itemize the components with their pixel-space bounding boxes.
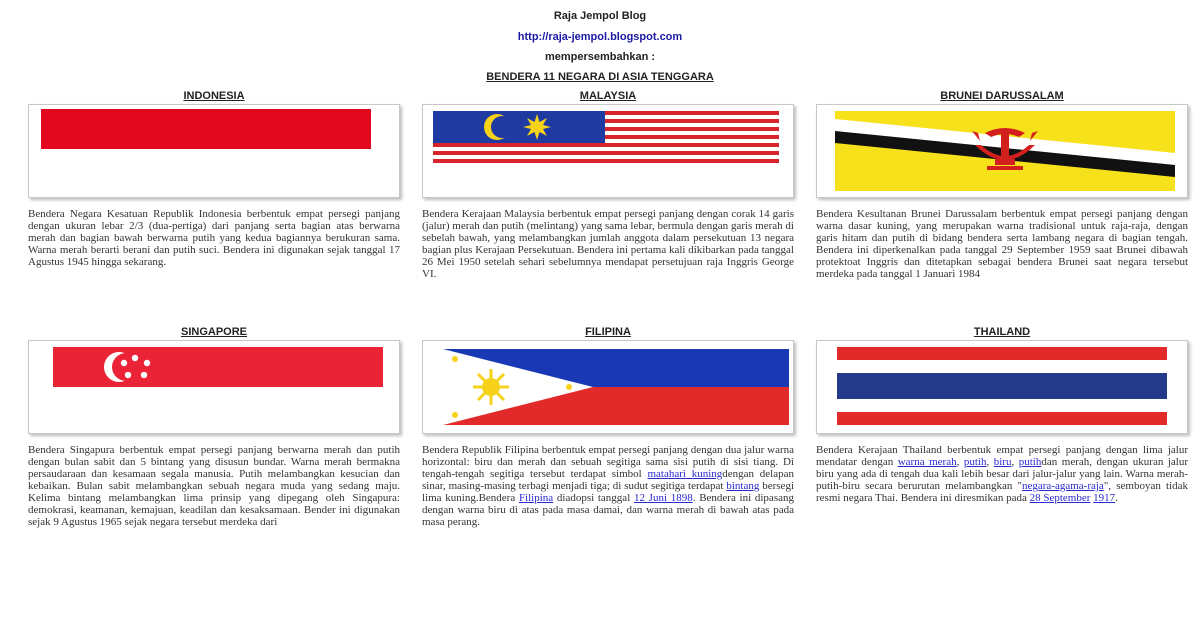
country-card-thailand <box>816 326 1188 504</box>
country-name-indonesia: INDONESIA <box>183 90 245 102</box>
country-description-malaysia: Bendera Kerajaan Malaysia berbentuk empat persegi panjang dengan corak 14 garis (jalur) merah dan putih (melintang) yang sama lebar, bermula dengan garis merah di sebelah bawah, yang melambangkan jumlah anggota dalam persekutuan 13 negara bagian plus Kerajaan Persekutuan. Bendera ini pertama kali dikibarkan pada tanggal 26 Mei 1950 setelah sehari sebelumnya mendapat persetujuan raja Inggris George VI. <box>422 208 794 280</box>
country-description-philippines <box>422 444 794 528</box>
th-text: , <box>1011 456 1019 468</box>
ph-text: . Bendera ini dipasang dengan warna biru di atas pada masa damai, dan warna merah di bawah atas pada masa perang. <box>422 492 794 528</box>
th-link[interactable]: 1917 <box>1093 492 1116 504</box>
ph-link[interactable]: 12 Juni 1898 <box>633 492 693 504</box>
th-text: , <box>956 456 964 468</box>
th-text: ", semboyan tidak resmi negara Thai. Bendera ini diresmikan pada <box>816 480 1188 504</box>
flag-frame-philippines <box>422 340 794 434</box>
presents-text: mempersembahkan : <box>544 51 656 63</box>
flag-frame-indonesia <box>28 104 400 198</box>
blog-name: Raja Jempol Blog <box>553 10 647 22</box>
th-link[interactable]: warna merah <box>897 456 957 468</box>
country-name-brunei: BRUNEI DARUSSALAM <box>940 90 1064 102</box>
country-card-singapore <box>28 326 400 528</box>
th-text: Bendera Kerajaan Thailand berbentuk empat persegi panjang dengan lima jalur mendatar dengan <box>816 444 1188 468</box>
ph-text: bersegi lima kuning.Bendera <box>422 480 795 504</box>
th-link[interactable]: putih <box>1018 456 1042 468</box>
th-link[interactable]: putih <box>963 456 987 468</box>
country-name-singapore: SINGAPORE <box>180 326 247 338</box>
country-name-philippines: FILIPINA <box>585 326 631 338</box>
country-card-malaysia <box>422 90 794 280</box>
malaysia-flag-icon <box>433 111 779 167</box>
th-link[interactable]: 28 September <box>1029 492 1091 504</box>
flag-frame-malaysia <box>422 104 794 198</box>
blog-url[interactable]: http://raja-jempol.blogspot.com <box>517 31 683 43</box>
country-description-brunei: Bendera Kesultanan Brunei Darussalam berbentuk empat persegi panjang dengan warna dasar kuning, yang merupakan warna tradisional untuk raja-raja, dengan garis hitam dan putih di bidang bendera serta lambang negara di bagian tengah. Bendera ini diperkenalkan pada tanggal 29 September 1959 saat Brunei dibawah protektoat Inggris dan ditetapkan sebagai bendera Brunei saat negara tersebut merdeka pada tanggal 1 Januari 1984 <box>816 208 1188 280</box>
brunei-flag-icon <box>835 111 1175 191</box>
th-text: . <box>1115 492 1118 504</box>
ph-text: Bendera Republik Filipina berbentuk empat persegi panjang dengan dua jalur warna horizontal: biru dan merah dan sebuah segitiga sama sisi putih di sisi tiang. Di tengah-tengah segitiga tersebut terdapat simbol <box>422 444 794 480</box>
ph-link[interactable]: bintang <box>726 480 760 492</box>
country-name-thailand: THAILAND <box>973 326 1031 338</box>
country-card-indonesia <box>28 90 400 268</box>
flag-frame-brunei <box>816 104 1188 198</box>
singapore-flag-icon <box>53 347 383 399</box>
ph-text: dengan delapan sinar, masing-masing terbagi menjadi tiga; di sudut segitiga terdapat <box>422 468 795 492</box>
thailand-flag-icon <box>837 347 1167 425</box>
country-description-indonesia: Bendera Negara Kesatuan Republik Indonesia berbentuk empat persegi panjang dengan ukuran lebar 2/3 (dua-pertiga) dari panjang serta bagian atas berwarna merah dan bagian bawah berwarna putih yang kedua bagiannya berukuran sama. Warna merah berarti berani dan putih suci. Bendera ini digunakan sejak tanggal 17 Agustus 1945 hingga sekarang. <box>28 208 400 268</box>
th-text: dan merah, dengan ukuran jalur biru yang ada di tengah dua kali lebih besar dari jalur-jalur yang lain. Warna merah-putih-biru secara berurutan melambangkan " <box>816 456 1189 492</box>
ph-link[interactable]: matahari kuning <box>647 468 723 480</box>
flag-frame-singapore <box>28 340 400 434</box>
ph-text: diadopsi tanggal <box>553 492 634 504</box>
ph-link[interactable]: Filipina <box>518 492 554 504</box>
country-card-brunei <box>816 90 1188 280</box>
th-text: , <box>986 456 994 468</box>
document-title: BENDERA 11 NEGARA DI ASIA TENGGARA <box>486 71 714 83</box>
country-name-malaysia: MALAYSIA <box>579 90 637 102</box>
country-description-singapore: Bendera Singapura berbentuk empat persegi panjang berwarna merah dan putih dengan bulan sabit dan 5 bintang yang disusun bundar. Warna merah bermakna persaudaraan dan kesamaan segala manusia. Putih melambangkan kesucian dan kebaikan. Bulan sabit melambangkan sebuah negara muda yang sedang maju. Kelima bintang melambangkan lima prinsip yang dipegang oleh Singapura: demokrasi, keamanan, kemajuan, keadilan dan kesaksamaan. Bender ini digunakan sejak 9 Agustus 1965 sejak negara tersebut merdeka dari <box>28 444 400 528</box>
country-description-thailand <box>816 444 1188 504</box>
th-link[interactable]: negara-agama-raja <box>1021 480 1104 492</box>
country-card-philippines <box>422 326 794 528</box>
th-link[interactable]: biru <box>993 456 1012 468</box>
indonesia-flag-icon <box>41 109 371 169</box>
philippines-flag-icon <box>443 349 789 425</box>
flag-frame-thailand <box>816 340 1188 434</box>
